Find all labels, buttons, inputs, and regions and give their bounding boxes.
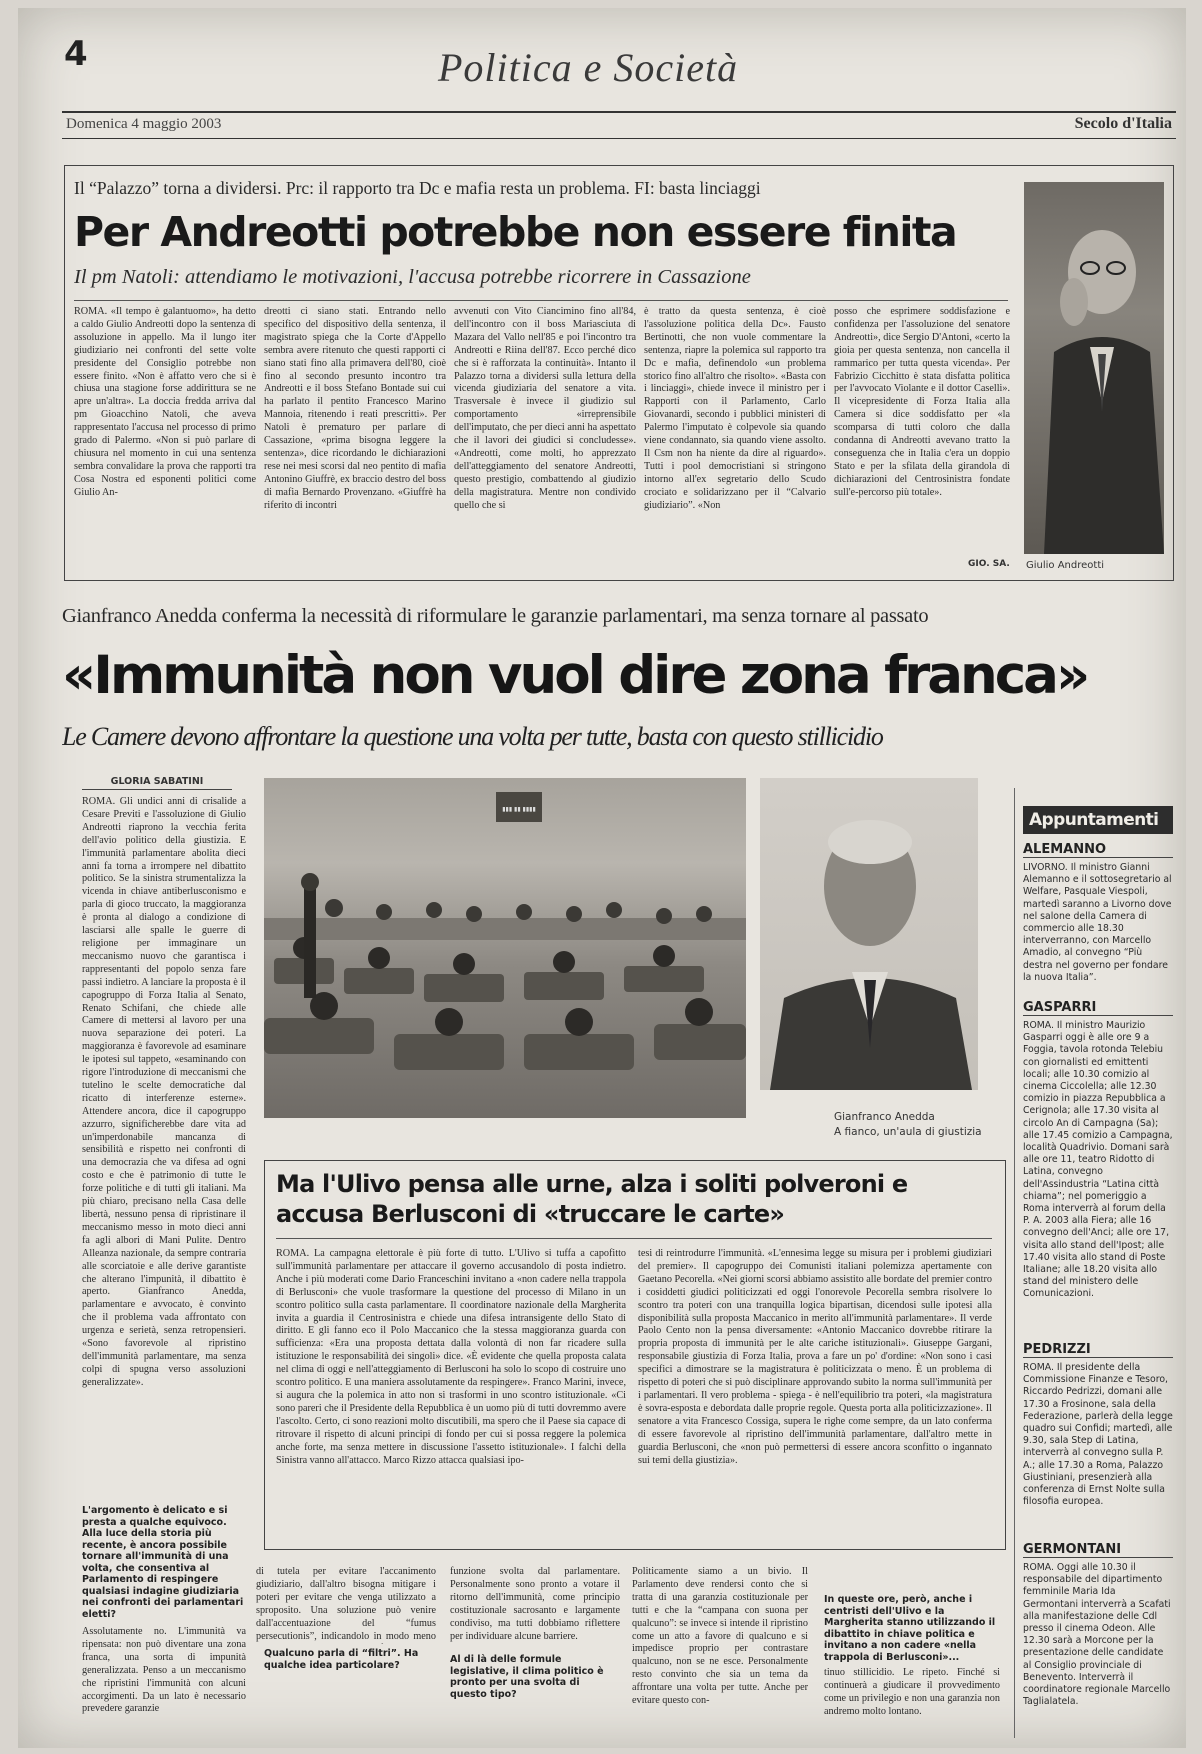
qa-question-3: Al di là delle formule legislative, il clima politico è pronto per una svolta di questo tipo?: [450, 1654, 604, 1700]
qa-answer-5-lead: [824, 1566, 1000, 1594]
appuntamento-text: ROMA. Il presidente della Commissione Finanze e Tesoro, Riccardo Pedrizzi, domani alle 17.30 a Frosinone, sala della Federazione, parlerà della legge quadro sui Confidi; martedì, alle 9.30, sala Step di Latina, interverrà al convegno sulla P. A.; alle 17.30 a Roma, Palazzo Giustiniani, presenzierà alla conferenza di Ernst Nolte sulla filosofia europea.: [1023, 1362, 1173, 1508]
appuntamenti-sidebar: [1014, 788, 1173, 1738]
qa-answer-4: Politicamente siamo a un bivio. Il Parlamento deve rendersi conto che si tratta di una garanzia costituzionale per tutti e che la “campana con suona per qualcuno”: se invece si intende il ripristino come un atto a favore di qualcuno e si impedisce proprio per contrastare qualcuno, non se ne esce. Personalmente resto convinto che sia un tema da affrontare una volta per tutte. Anche per evitare questo con-: [632, 1566, 808, 1707]
appuntamento-name: GERMONTANI: [1023, 1542, 1173, 1558]
appuntamento-name: ALEMANNO: [1023, 842, 1173, 858]
anedda-qa-5: [824, 1566, 1000, 1747]
anedda-left-column: ROMA. Gli undici anni di crisalide a Cesare Previti e l'assoluzione di Giulio Andreotti riaprono la vecchia ferita dell'avio politico della giustizia. E l'immunità parlamentare abolita dieci anni fa torna a irrompere nel dibattito politico. Se la sinistra strumentalizza la vicenda in chiave antiberlusconismo e parla di gioco truccato, la maggioranza è pronta al dialogo a condizione di lasciarsi alle spalle le guerre di religione per immaginare un meccanismo nuovo che garantisca i rappresentanti del popolo senza fare passi indietro. A lanciare la proposta è il capogruppo di Forza Italia al Senato, Renato Schifani, che chiede alle Camere di mettersi al lavoro per una nuova separazione dei poteri. La maggioranza è favorevole ad esaminare le ipotesi sul tappeto, «esaminando con rigore l'introduzione di meccanismi che tutelino le scelte democratiche dal ricatto di interferenze esterne». Attendere ancora, dice il capogruppo azzurro, significherebbe dare vita ad un'imperdonabile mancanza di sensibilità e rispetto nei confronti di una democrazia che va difesa ad ogni costo e che è patrimonio di tutte le forze politiche e di tutti gli italiani. Ma più chiaro, precisano nella Casa delle libertà, nessuno pensa di ripristinare il meccanismo messo in moto dieci anni fa agli albori di Mani Pulite. Dentro Alleanza nazionale, da sempre contraria alle scorciatoie e alle derive garantiste che alterano l'impunità, il dibattito è aperto. Gianfranco Anedda, parlamentare e avvocato, è convinto che il problema vada affrontato con urgenza e serietà, senza retropensieri. «Sono favorevole al ripristino dell'immunità parlamentare, ma senza colpi di spugna verso assoluzioni generalizzate».: [82, 796, 246, 1388]
andreotti-col-5: posso che esprimere soddisfazione e confidenza per l'assoluzione del senatore Andreotti», dice Sergio D'Antoni, «certo la gioia per questa sentenza, non cancella il rammarico per tutta questa vicenda». Per Fabrizio Cicchitto è stata disfatta politica per l'avvocato Violante e il dottor Caselli». Il vicepresidente di Forza Italia alla Camera si dice soddisfatto per «la scomparsa di tutti coloro che dalla condanna di Andreotti avevano tratto la conseguenza che in Italia c'era un doppio Stato e per la sfilata della girandola di dichiarazioni del Centrosinistra fondate sull'e-percorso più totale».: [834, 306, 1010, 498]
appuntamento-name: PEDRIZZI: [1023, 1342, 1173, 1358]
andreotti-col-4: è tratto da questa sentenza, è cioè l'assoluzione politica della Dc». Fausto Bertinotti, che non vuole commentare la sentenza, riapre la polemica sul rapporto tra Dc e mafia, definendolo «un problema storico fino all'altro che risolto». «Basta con i linciaggi», chiede invece il ministro per i Rapporti con il Parlamento, Carlo Giovanardi, secondo i pubblici ministeri di Palermo l'imputato è colpevole sia quando viene condannato, sia quando viene assolto. Il Csm non ha niente da dire al riguardo». Tutti i pool democristiani si stringono intorno all'ex segretario dello Scudo crociato e solidarizzano per il “Calvario giudiziario”. «Non: [644, 306, 826, 511]
anedda-headline: «Immunità non vuol dire zona franca»: [62, 645, 1088, 706]
ulivo-headline-rule: [276, 1238, 992, 1239]
anedda-photo-caption-2: A fianco, un'aula di giustizia: [834, 1126, 982, 1138]
andreotti-photo-caption: Giulio Andreotti: [1026, 560, 1105, 571]
courtroom-scene-icon: [264, 778, 746, 1118]
appuntamento-text: ROMA. Oggi alle 10.30 il responsabile del dipartimento femminile Maria Ida Germontani interverrà a Scafati alla manifestazione delle Cdl presso il cinema Odeon. Alle 12.30 sarà a Morcone per la presentazione delle candidate al Consiglio provinciale di Benevento. Interverrà il coordinatore regionale Marcello Taglialatela.: [1023, 1562, 1171, 1708]
anedda-qa-3: [450, 1566, 620, 1646]
anedda-photo: [760, 778, 978, 1090]
anedda-overline: Gianfranco Anedda conferma la necessità di riformulare le garanzie parlamentari, ma senza tornare al passato: [62, 605, 929, 627]
qa-answer-1: Assolutamente no. L'immunità va ripensata: non può diventare una zona franca, una sorta di impunità generalizzata. Penso a un meccanismo che ripristini l'immunità con alcuni accorgimenti. Da un lato è necessario prevedere garanzie: [82, 1626, 246, 1715]
anedda-author: GLORIA SABATINI: [82, 776, 232, 790]
section-title: Politica e Società: [438, 45, 739, 90]
andreotti-col-3: avvenuti con Vito Ciancimino fino all'84, dell'incontro con il boss Mariasciuta di Mazara del Vallo nell'85 e poi l'incontro tra Andreotti e Riina dell'87. Ecco perché dico che si è rafforzata la continuità». Intanto il Palazzo torna a dividersi sulla lettura della vicenda giudiziaria del senatore a vita. Trasversale è invece il giudizio sul comportamento «irreprensibile dell'imputato, che per dieci anni ha aspettato che il lavori dei giudici si concludesse». «Andreotti, come molti, ho apprezzato dell'atteggiamento del senatore Andreotti, questo prestigio, combattendo al giudizio della magistratura. Mentre non condivido quello che si: [454, 306, 636, 511]
masthead-rule-bottom: [62, 138, 1176, 139]
masthead-rule: [62, 111, 1176, 113]
anedda-qa-1: [82, 1505, 246, 1726]
appuntamento-germontani: [1023, 1542, 1173, 1732]
andreotti-byline: GIO. SA.: [968, 559, 1010, 569]
masthead-date: Domenica 4 maggio 2003: [66, 116, 222, 132]
anedda-photo-caption-1: Gianfranco Anedda: [834, 1111, 935, 1123]
qa-answer-3: funzione svolta dal parlamentare. Personalmente sono pronto a votare il ritorno dell'immunità, come principio costituzionale sacrosanto e largamente condiviso, ma tutti dobbiamo riflettere per individuare alcune barriere.: [450, 1566, 620, 1642]
appuntamento-text: LIVORNO. Il ministro Gianni Alemanno e il sottosegretario al Welfare, Pasquale Viespoli, martedì saranno a Livorno dove nel salone della Camera di commercio alle 18.30 interverranno, con Marcello Amadio, al convegno “Più destra nel governo per fondare la nuova Italia”.: [1023, 862, 1172, 983]
andreotti-col-1: ROMA. «Il tempo è galantuomo», ha detto a caldo Giulio Andreotti dopo la sentenza di assoluzione in appello. Ma il lungo iter giudiziario nei confronti del sette volte presidente del Consiglio potrebbe non essere finito. «Non è affatto vero che si è chiusa una stagione forse addirittura se ne apre un'altra». La doccia fredda arriva dal pm Gioacchino Natoli, che aveva rappresentato l'accusa nel processo di primo grado di Palermo. «Non si può parlare di chiusura nel momento in cui una sentenza sembra convalidare la prova che rapporti tra Cosa Nostra ed esponenti politici come Giulio An-: [74, 306, 256, 498]
anedda-subhead: Le Camere devono affrontare la questione una volta per tutte, basta con questo stillicidio: [62, 722, 883, 751]
page-number: 4: [64, 34, 88, 74]
andreotti-subhead: Il pm Natoli: attendiamo le motivazioni, l'accusa potrebbe ricorrere in Cassazione: [74, 266, 751, 288]
qa-answer-2: di tutela per evitare l'accanimento giudiziario, dall'altro bisogna mitigare i poteri per evitare che venga utilizzato a sproposito. Una soluzione può venire dall'accentuazione del “fumus persecutionis”, indicandolo in modo meno: [256, 1566, 436, 1642]
andreotti-headline: Per Andreotti potrebbe non essere finita: [74, 208, 957, 256]
ulivo-col-1: ROMA. La campagna elettorale è più forte di tutto. L'Ulivo si tuffa a capofitto sull'immunità parlamentare per attaccare il governo accusandolo di posta indietro. Anche i più moderati come Dario Franceschini invitano a «non cadere nella trappola di Berlusconi» che vuole trasformare la questione del processo di Milano in un scontro politico sulla casta parlamentare. Il coordinatore nazionale della Margherita invita a guardia il Centrosinistra e chiede una difesa intransigente dello Stato di diritto. E gli fanno eco il Polo Maccanico che la stessa maggioranza guarda con sufficienza: «Era una proposta dettata dalla volontà di non far ricadere sulla istituzione le responsabilità dei singoli» dice. «È evidente che quella proposta calata nel clima di oggi e nell'atteggiamento di Berlusconi ha solo lo scopo di costruire uno scontro politico. E una maniera assolutamente da respingere». Franco Marini, invece, si augura che la polemica in atto non si trasformi in uno scontro istituzionale. «Ci sono pareri che il Presidente della Repubblica è un uomo più di tutti dovremmo avere l'ascolto. Certo, ci sono reazioni molto discutibili, ma spero che il Paese sia capace di ritrovare il rispetto di alcuni principi di fondo per cui si possa reggere la polemica anche forte, ma senza mettere in discussione l'assetto istituzionale». I falchi della Sinistra vanno all'attacco. Marco Rizzo attacca qualsiasi ipo-: [276, 1248, 626, 1466]
courtroom-screen-text: ▮▮▮ ▮▮ ▮▮▮▮: [502, 806, 536, 813]
anedda-portrait-icon: [760, 778, 978, 1090]
newspaper-name: Secolo d'Italia: [1074, 115, 1172, 132]
appuntamento-gasparri: [1023, 1000, 1173, 1332]
anedda-qa-4: [632, 1566, 808, 1746]
andreotti-subhead-rule: [74, 300, 1008, 301]
qa-question-5: In queste ore, però, anche i centristi dell'Ulivo e la Margherita stanno utilizzando il dibattito in chiave politica e invitano a non cadere «nella trappola di Berlusconi»...: [824, 1594, 996, 1663]
andreotti-overline: Il “Palazzo” torna a dividersi. Prc: il rapporto tra Dc e mafia resta un problema. FI: basta linciaggi: [74, 178, 761, 198]
anedda-qa-2: [256, 1566, 436, 1644]
qa-answer-5: tinuo stillicidio. Le ripeto. Finché si continuerà a giudicare il provvedimento come un privilegio e non una garanzia non andremo molto lontano.: [824, 1667, 1000, 1717]
appuntamento-text: ROMA. Il ministro Maurizio Gasparri oggi è alle ore 9 a Foggia, tavola rotonda Telebiu con giornalisti ed emittenti locali; alle 10.30 comizio al cinema Ciccolella; alle 12.30 comizio in piazza Repubblica a Cerignola; alle 17.30 visita al circolo An di Campagna (Sa); alle 17.45 comizio a Campagna, località Quadrivio. Domani sarà alle ore 11, teatro Ridotto di Latina, convegno dell'Assindustria “Latina città chiama”; nel pomeriggio a Roma interverrà al forum della P. A. 2003 alla Fiera; alle 16 convegno dell'Anci; alle ore 17, visita allo stand dell'Ipost; alle 17.40 visita allo stand di Poste Italiane; alle 18.20 visita allo stand del ministero delle Comunicazioni.: [1023, 1020, 1173, 1300]
qa-question-2: Qualcuno parla di “filtri”. Ha qualche idea particolare?: [264, 1648, 419, 1671]
andreotti-col-2: dreotti ci siano stati. Entrando nello specifico del dispositivo della sentenza, il magistrato spiega che la Corte d'Appello sembra avere ritenuto che questi rapporti ci siano stati fino alla primavera dell'80, cioè fino al secondo presunto incontro tra Andreotti e il boss Stefano Bontade sui cui ha parlato il pentito Francesco Marino Mannoia, ritenendo i reati prescritti». Per Natoli è prematuro per parlare di Cassazione, «prima bisogna leggere la sentenza», dice ricordando le dichiarazioni rese nei mesi scorsi dal neo pentito di mafia Antonino Giuffrè, ex braccio destro del boss di mafia Bernardo Provenzano. «Giuffrè ha riferito di incontri: [264, 306, 446, 511]
qa-question-1: L'argomento è delicato e si presta a qualche equivoco. Alla luce della storia più recente, è ancora possibile tornare all'immunità di una volta, che consentiva al Parlamento di respingere qualsiasi indagine giudiziaria nei confronti dei parlamentari eletti?: [82, 1505, 244, 1620]
appuntamento-alemanno: [1023, 842, 1173, 990]
appuntamento-pedrizzi: [1023, 1342, 1173, 1532]
ulivo-headline: Ma l'Ulivo pensa alle urne, alza i soliti polveroni e accusa Berlusconi di «truccare le carte»: [276, 1170, 908, 1228]
courtroom-photo: [264, 778, 746, 1118]
appuntamento-name: GASPARRI: [1023, 1000, 1173, 1016]
ulivo-col-2: tesi di reintrodurre l'immunità. «L'ennesima legge su misura per i problemi giudiziari del premier». Il capogruppo dei Comunisti italiani polemizza apertamente con Gaetano Pecorella. «Nei giorni scorsi abbiamo assistito alle bordate del premier contro i cosiddetti giudici politicizzati ed oggi l'onorevole Pecorella sembra risolvere lo scontro tra poteri con una tranquilla logica bipartisan, dicendosi sulle ipotesi alla disponibilità sulla proposta Maccanico in merito all'immunità parlamentare». Il verde Paolo Cento non la pensa diversamente: «Antonio Maccanico dovrebbe ritirare la propria proposta di immunità per le alte cariche istituzionali». Giuseppe Gargani, responsabile giustizia di Forza Italia, prova a fare un po' d'ordine: «Non sono i casi specifici a dimostrare se la magistratura è politicizzata o meno. È un problema di rispetto di poteri che si può disciplinare approvando subito la norma sull'immunità per i parlamentari. Il vero problema - spiega - è nell'equilibrio tra poteri, «la magistratura è sovra-esposta e debordata dalle proprie regole. Questa porta alla politicizzazione». Il senatore a vita Francesco Cossiga, supera le righe come sempre, da un lato conferma di essere favorevole al ripristino dell'immunità parlamentare, dall'altro mette in guardia Berlusconi, che «non può permettersi di essere ancora sconfitto o ingannato sui temi della giustizia».: [638, 1248, 992, 1466]
appuntamenti-title: Appuntamenti: [1023, 806, 1173, 834]
newspaper-page: [18, 8, 1186, 1748]
andreotti-portrait-icon: [1024, 182, 1164, 554]
andreotti-photo: [1024, 182, 1164, 554]
